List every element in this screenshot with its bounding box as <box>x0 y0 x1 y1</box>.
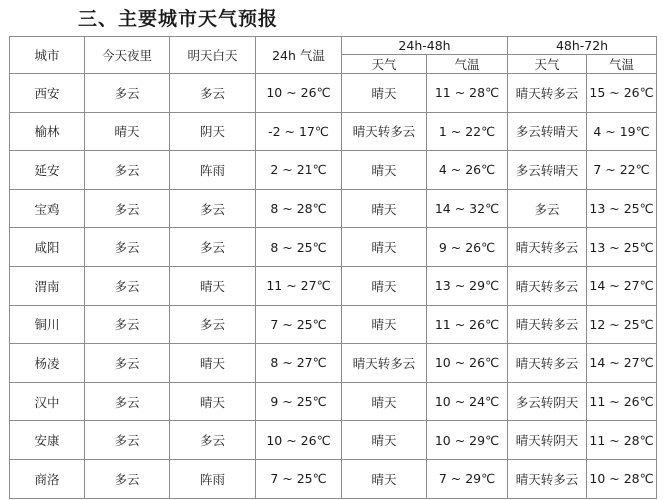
cell-temp-48h: 14 ~ 32℃ <box>427 189 508 228</box>
cell-city: 咸阳 <box>10 228 85 267</box>
header-temp-72h: 气温 <box>587 55 657 74</box>
cell-temp-24h: 9 ~ 25℃ <box>256 382 342 421</box>
cell-temp-72h: 14 ~ 27℃ <box>587 266 657 305</box>
header-weather-48h: 天气 <box>342 55 427 74</box>
cell-temp-72h: 4 ~ 19℃ <box>587 112 657 151</box>
cell-weather-48h: 晴天 <box>342 189 427 228</box>
cell-tonight: 多云 <box>85 382 170 421</box>
header-tonight: 今天夜里 <box>85 37 170 74</box>
cell-weather-72h: 多云 <box>508 189 587 228</box>
cell-weather-72h: 多云转阴天 <box>508 382 587 421</box>
cell-weather-48h: 晴天 <box>342 421 427 460</box>
cell-temp-48h: 1 ~ 22℃ <box>427 112 508 151</box>
cell-tonight: 多云 <box>85 266 170 305</box>
cell-temp-24h: 8 ~ 25℃ <box>256 228 342 267</box>
cell-weather-72h: 晴天转多云 <box>508 228 587 267</box>
header-temp-24h: 24h 气温 <box>256 37 342 74</box>
table-row <box>10 189 657 228</box>
cell-temp-48h: 10 ~ 24℃ <box>427 382 508 421</box>
table-row <box>10 266 657 305</box>
cell-temp-24h: 10 ~ 26℃ <box>256 74 342 113</box>
cell-temp-48h: 4 ~ 26℃ <box>427 151 508 190</box>
cell-city: 商洛 <box>10 459 85 498</box>
cell-tonight: 多云 <box>85 421 170 460</box>
cell-weather-72h: 晴天转多云 <box>508 305 587 344</box>
cell-tonight: 多云 <box>85 344 170 383</box>
cell-tomorrow-day: 多云 <box>170 421 256 460</box>
cell-weather-72h: 晴天转阴天 <box>508 421 587 460</box>
cell-temp-48h: 11 ~ 28℃ <box>427 74 508 113</box>
cell-weather-48h: 晴天转多云 <box>342 344 427 383</box>
cell-temp-72h: 15 ~ 26℃ <box>587 74 657 113</box>
cell-weather-72h: 晴天转多云 <box>508 344 587 383</box>
cell-temp-72h: 12 ~ 25℃ <box>587 305 657 344</box>
cell-city: 宝鸡 <box>10 189 85 228</box>
cell-temp-24h: 2 ~ 21℃ <box>256 151 342 190</box>
cell-temp-24h: 7 ~ 25℃ <box>256 305 342 344</box>
cell-temp-72h: 7 ~ 22℃ <box>587 151 657 190</box>
cell-tomorrow-day: 晴天 <box>170 382 256 421</box>
cell-tonight: 多云 <box>85 189 170 228</box>
cell-tomorrow-day: 阵雨 <box>170 459 256 498</box>
cell-tomorrow-day: 多云 <box>170 305 256 344</box>
table-row <box>10 112 657 151</box>
cell-tonight: 晴天 <box>85 112 170 151</box>
cell-temp-24h: 8 ~ 27℃ <box>256 344 342 383</box>
cell-temp-48h: 10 ~ 29℃ <box>427 421 508 460</box>
header-tomorrow-day: 明天白天 <box>170 37 256 74</box>
table-row <box>10 382 657 421</box>
cell-tomorrow-day: 阴天 <box>170 112 256 151</box>
cell-temp-24h: 10 ~ 26℃ <box>256 421 342 460</box>
header-weather-72h: 天气 <box>508 55 587 74</box>
cell-weather-48h: 晴天转多云 <box>342 112 427 151</box>
cell-temp-48h: 7 ~ 29℃ <box>427 459 508 498</box>
cell-temp-72h: 13 ~ 25℃ <box>587 189 657 228</box>
header-temp-48h: 气温 <box>427 55 508 74</box>
cell-temp-48h: 13 ~ 29℃ <box>427 266 508 305</box>
cell-city: 汉中 <box>10 382 85 421</box>
cell-temp-24h: -2 ~ 17℃ <box>256 112 342 151</box>
cell-weather-48h: 晴天 <box>342 151 427 190</box>
page-title: 三、主要城市天气预报 <box>78 8 279 30</box>
table-row <box>10 305 657 344</box>
cell-weather-48h: 晴天 <box>342 305 427 344</box>
header-group-72h: 48h-72h <box>508 37 657 55</box>
cell-tonight: 多云 <box>85 459 170 498</box>
cell-temp-72h: 11 ~ 26℃ <box>587 382 657 421</box>
table-row <box>10 151 657 190</box>
cell-city: 安康 <box>10 421 85 460</box>
cell-city: 榆林 <box>10 112 85 151</box>
cell-tonight: 多云 <box>85 74 170 113</box>
cell-tomorrow-day: 阵雨 <box>170 151 256 190</box>
header-group-48h: 24h-48h <box>342 37 508 55</box>
table-row <box>10 74 657 113</box>
header-row <box>10 37 657 55</box>
cell-temp-72h: 11 ~ 28℃ <box>587 421 657 460</box>
cell-city: 渭南 <box>10 266 85 305</box>
table-row <box>10 421 657 460</box>
table-row <box>10 459 657 498</box>
cell-tonight: 多云 <box>85 151 170 190</box>
cell-weather-72h: 晴天转多云 <box>508 266 587 305</box>
cell-tomorrow-day: 晴天 <box>170 344 256 383</box>
cell-temp-48h: 9 ~ 26℃ <box>427 228 508 267</box>
cell-weather-48h: 晴天 <box>342 266 427 305</box>
cell-weather-72h: 多云转晴天 <box>508 151 587 190</box>
cell-weather-48h: 晴天 <box>342 74 427 113</box>
cell-tomorrow-day: 多云 <box>170 74 256 113</box>
cell-weather-48h: 晴天 <box>342 228 427 267</box>
cell-city: 杨凌 <box>10 344 85 383</box>
forecast-body <box>10 74 657 499</box>
cell-temp-72h: 14 ~ 27℃ <box>587 344 657 383</box>
cell-temp-48h: 11 ~ 26℃ <box>427 305 508 344</box>
cell-weather-48h: 晴天 <box>342 459 427 498</box>
cell-temp-72h: 10 ~ 28℃ <box>587 459 657 498</box>
cell-tomorrow-day: 晴天 <box>170 266 256 305</box>
cell-tonight: 多云 <box>85 228 170 267</box>
header-city: 城市 <box>10 37 85 74</box>
cell-weather-72h: 晴天转多云 <box>508 74 587 113</box>
cell-weather-72h: 晴天转多云 <box>508 459 587 498</box>
cell-temp-72h: 13 ~ 25℃ <box>587 228 657 267</box>
cell-weather-48h: 晴天 <box>342 382 427 421</box>
cell-temp-24h: 8 ~ 28℃ <box>256 189 342 228</box>
cell-temp-24h: 11 ~ 27℃ <box>256 266 342 305</box>
cell-city: 铜川 <box>10 305 85 344</box>
cell-temp-48h: 10 ~ 26℃ <box>427 344 508 383</box>
cell-temp-24h: 7 ~ 25℃ <box>256 459 342 498</box>
cell-tomorrow-day: 多云 <box>170 228 256 267</box>
cell-city: 西安 <box>10 74 85 113</box>
cell-weather-72h: 多云转晴天 <box>508 112 587 151</box>
city-forecast-table <box>9 36 657 499</box>
cell-city: 延安 <box>10 151 85 190</box>
cell-tonight: 多云 <box>85 305 170 344</box>
cell-tomorrow-day: 多云 <box>170 189 256 228</box>
table-row <box>10 344 657 383</box>
table-row <box>10 228 657 267</box>
